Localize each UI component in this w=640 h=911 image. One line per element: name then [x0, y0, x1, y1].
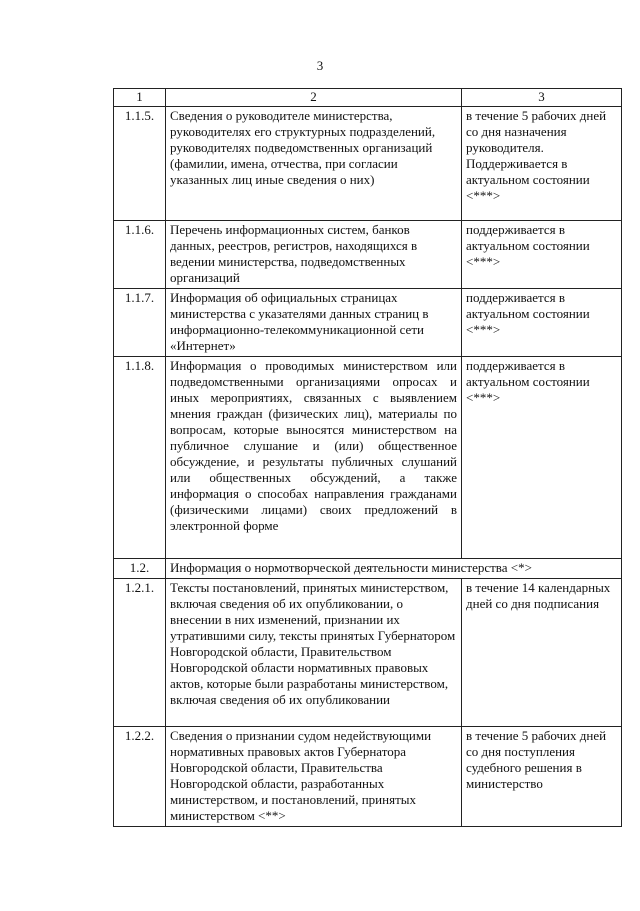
section-row: [114, 559, 622, 579]
column-header-2: 2: [166, 89, 462, 107]
row-number: 1.1.6.: [114, 221, 166, 289]
row-term: в течение 5 рабочих дней со дня назначения руководителя. Поддерживается в актуальном состоянии <***>: [462, 107, 622, 221]
row-number: 1.2.1.: [114, 579, 166, 727]
row-term: поддерживается в актуальном состоянии <***>: [462, 221, 622, 289]
row-info: Тексты постановлений, принятых министерством, включая сведения об их опубликовании, о внесении в них изменений, признании их утратившими силу, тексты принятых Губернатором Новгородской области, Правительством Новгородской области нормативных правовых актов, которые были разработаны министерством, включая сведения об их опубликовании: [166, 579, 462, 727]
table-row: [114, 107, 622, 221]
document-table: [113, 88, 622, 827]
table-row: [114, 579, 622, 727]
row-info: Информация о проводимых министерством или подведомственными организациями опросах и иных мероприятиях, связанных с выявлением мнения граждан (физических лиц), материалы по вопросам, которые выносятся министерством на публичное слушание и (или) общественное обсуждение, и результаты публичных слушаний или общественных обсуждений, а также информация о способах направления гражданами (физическими лицами) своих предложений в электронной форме: [166, 357, 462, 559]
section-title: Информация о нормотворческой деятельности министерства <*>: [166, 559, 622, 579]
row-term: в течение 5 рабочих дней со дня поступления судебного решения в министерство: [462, 727, 622, 827]
row-info: Сведения о признании судом недействующими нормативных правовых актов Губернатора Новгородской области, Правительства Новгородской области, разработанных министерством, и постановлений, принятых министерством <**>: [166, 727, 462, 827]
row-term: поддерживается в актуальном состоянии <***>: [462, 357, 622, 559]
table-header-row: [114, 89, 622, 107]
column-header-1: 1: [114, 89, 166, 107]
row-info: Перечень информационных систем, банков данных, реестров, регистров, находящихся в ведении министерства, подведомственных организаций: [166, 221, 462, 289]
row-number: 1.2.2.: [114, 727, 166, 827]
row-term: в течение 14 календарных дней со дня подписания: [462, 579, 622, 727]
row-info: Сведения о руководителе министерства, руководителях его структурных подразделений, руководителях подведомственных организаций (фамилии, имена, отчества, при согласии указанных лиц иные сведения о них): [166, 107, 462, 221]
row-term: поддерживается в актуальном состоянии <***>: [462, 289, 622, 357]
column-header-3: 3: [462, 89, 622, 107]
row-number: 1.1.5.: [114, 107, 166, 221]
table-row: [114, 289, 622, 357]
table-row: [114, 727, 622, 827]
row-info: Информация об официальных страницах министерства с указателями данных страниц в информационно-телекоммуникационной сети «Интернет»: [166, 289, 462, 357]
table-row: [114, 357, 622, 559]
row-number: 1.1.7.: [114, 289, 166, 357]
page-number: 3: [316, 58, 324, 73]
row-number: 1.1.8.: [114, 357, 166, 559]
section-number: 1.2.: [114, 559, 166, 579]
table-row: [114, 221, 622, 289]
